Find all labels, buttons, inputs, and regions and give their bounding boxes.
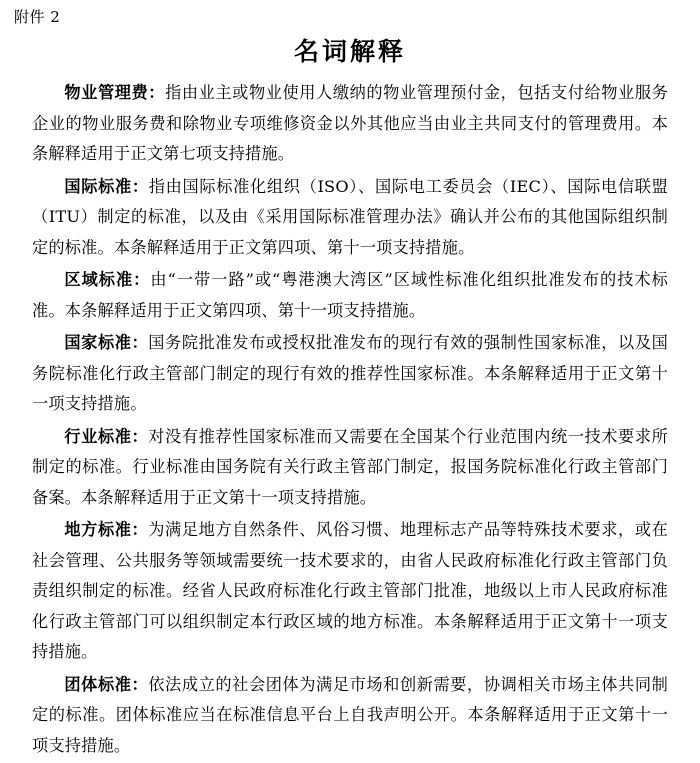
term-label: 地方标准： — [64, 520, 149, 539]
paragraph — [32, 265, 668, 326]
term-label: 团体标准： — [64, 674, 149, 694]
document-body — [32, 78, 668, 763]
term-label: 国家标准： — [64, 333, 149, 352]
term-definition: 指由业主或物业使用人缴纳的物业管理预付金，包括支付给物业服务企业的物业服务费和除物业专项维修资金以外其他应当由业主共同支付的管理费用。本条解释适用于正文第七项支持措施。 — [32, 83, 669, 163]
term-definition: 指由国际标准化组织（ISO）、国际电工委员会（IEC）、国际电信联盟（ITU）制定的标准，以及由《采用国际标准管理办法》确认并公布的其他国际组织制定的标准。本条解释适用于正文第四项、第十一项支持措施。 — [32, 176, 668, 257]
term-definition: 由“一带一路”或“粤港澳大湾区”区域性标准化组织批准发布的技术标准。本条解释适用于正文第四项、第十一项支持措施。 — [32, 270, 669, 320]
paragraph — [32, 172, 668, 264]
paragraph — [32, 670, 668, 762]
term-label: 区域标准： — [64, 270, 151, 289]
term-label: 物业管理费： — [64, 83, 166, 102]
paragraph — [32, 422, 668, 514]
paragraph — [32, 515, 668, 668]
paragraph — [32, 78, 668, 170]
term-label: 行业标准： — [64, 426, 149, 446]
term-definition: 国务院批准发布或授权批准发布的现行有效的强制性国家标准，以及国务院标准化行政主管部门制定的现行有效的推荐性国家标准。本条解释适用于正文第十一项支持措施。 — [32, 333, 668, 413]
page-title: 名词解释 — [293, 37, 406, 66]
term-definition: 对没有推荐性国家标准而又需要在全国某个行业范围内统一技术要求所制定的标准。行业标准由国务院有关行政主管部门制定，报国务院标准化行政主管部门备案。本条解释适用于正文第十一项支持措施。 — [32, 426, 668, 507]
term-definition: 为满足地方自然条件、风俗习惯、地理标志产品等特殊技术要求，或在社会管理、公共服务等领域需要统一技术要求的，由省人民政府标准化行政主管部门负责组织制定的标准。经省人民政府标准化行政主管部门批准，地级以上市人民政府标准化行政主管部门可以组织制定本行政区域的地方标准。本条解释适用于正文第十一项支持措施。 — [32, 520, 668, 661]
paragraph — [32, 328, 668, 420]
attachment-label: 附件 2 — [14, 8, 61, 26]
term-label: 国际标准： — [64, 176, 149, 196]
term-definition: 依法成立的社会团体为满足市场和创新需要，协调相关市场主体共同制定的标准。团体标准应当在标准信息平台上自我声明公开。本条解释适用于正文第十一项支持措施。 — [32, 674, 668, 755]
